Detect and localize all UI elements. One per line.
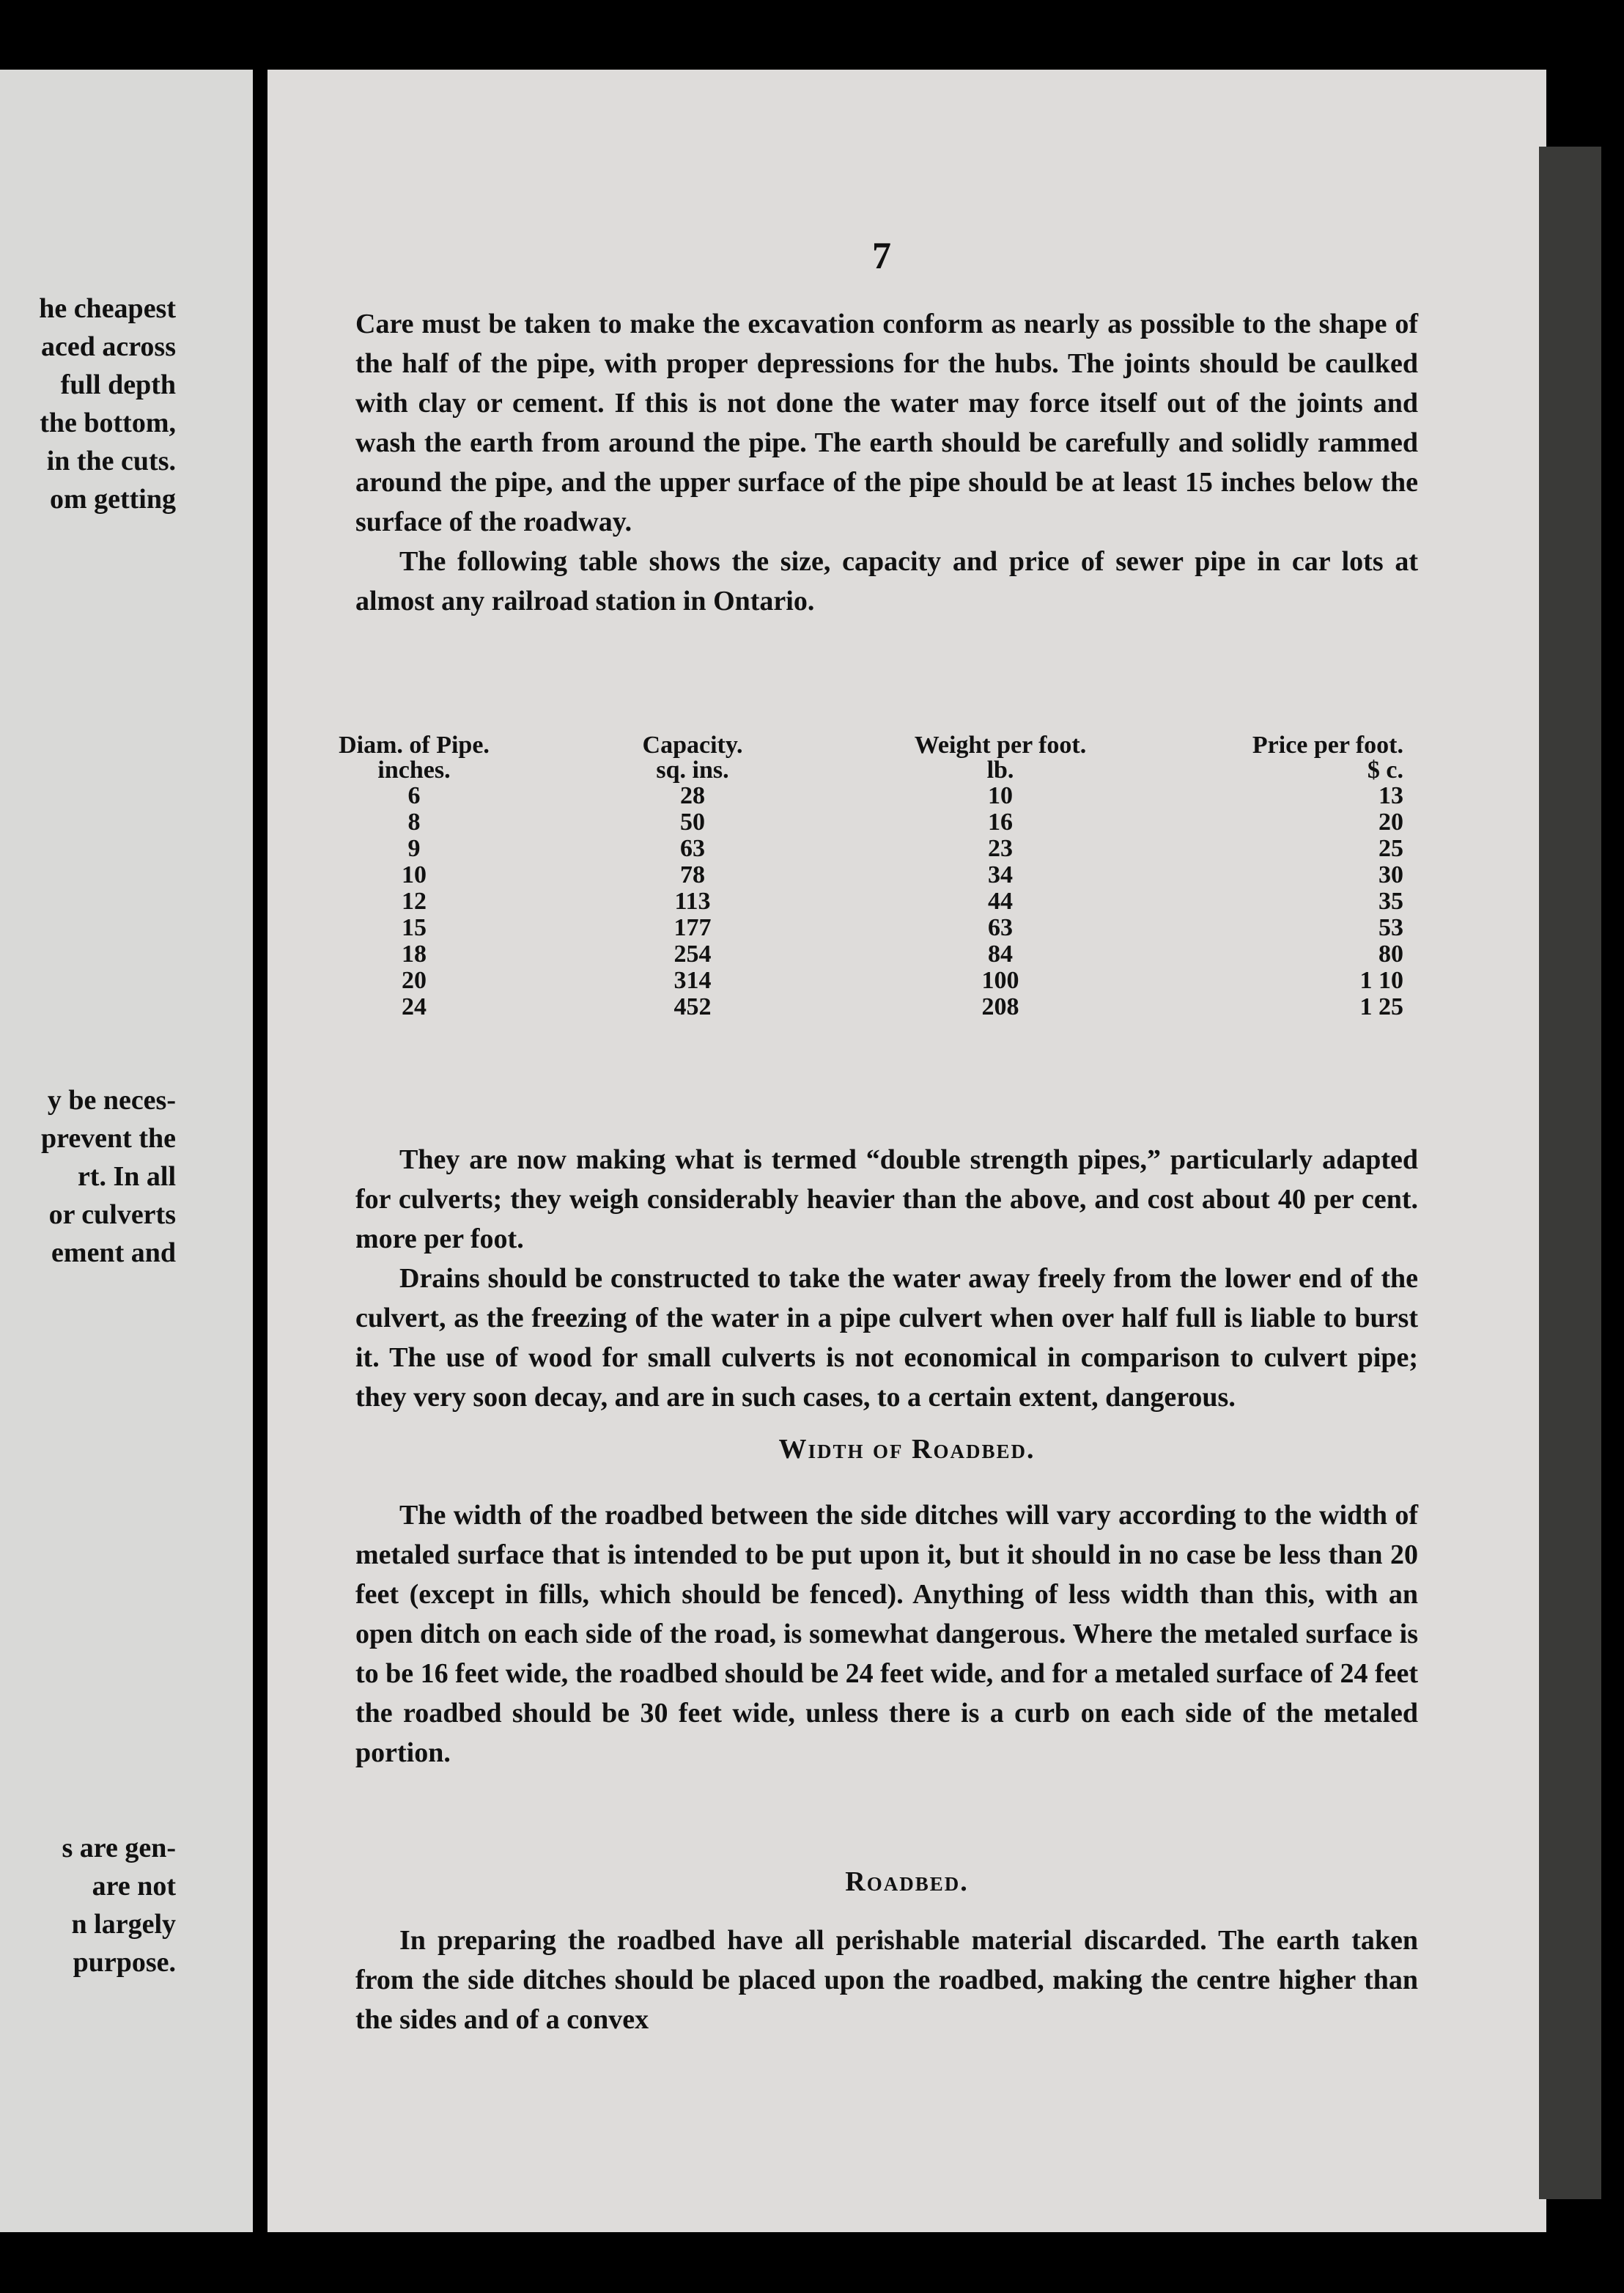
table-cell: 35: [1378, 888, 1403, 915]
paragraph-1: Care must be taken to make the excavation conform as nearly as possible to the shape of the half of the pipe, with proper depressions for the hubs. The joints should be caulked with clay or cement. If this is not done the water may force itself out of the joints and wash the earth from around the pipe. The earth should be carefully and solidly rammed around the pipe, and the upper surface of the pipe should be at least 15 inches below the surface of the roadway. The following table shows the size, capacity and price of sewer pipe in car lots at almost any railroad station in Ontario.: [355, 304, 1418, 621]
header-capacity-unit: sq. ins.: [656, 757, 729, 784]
left-page-fragment: in the cuts.: [46, 446, 176, 476]
left-page-fragment: n largely: [71, 1909, 176, 1940]
table-cell: 9: [407, 835, 421, 862]
right-page: [267, 70, 1546, 2232]
paragraph-6: In preparing the roadbed have all perishable material discarded. The earth taken from the side ditches should be placed upon the roadbed, making the centre higher than the sides and of a convex: [355, 1925, 1418, 2035]
left-page: [0, 70, 253, 2232]
left-page-fragment: y be neces-: [47, 1085, 176, 1116]
header-weight-unit: lb.: [986, 757, 1014, 784]
left-page-fragment: prevent the: [41, 1123, 176, 1154]
header-diam: Diam. of Pipe.: [339, 732, 490, 759]
table-cell: 100: [981, 967, 1019, 994]
table-cell: 8: [407, 809, 421, 836]
left-page-fragment: ement and: [51, 1237, 176, 1268]
col-capacity: [619, 733, 766, 1020]
left-page-fragment: full depth: [60, 369, 176, 400]
table-cell: 23: [988, 835, 1013, 862]
table-cell: 25: [1378, 835, 1403, 862]
heading-roadbed: Roadbed.: [845, 1866, 969, 1897]
left-page-fragment: s are gen-: [62, 1833, 176, 1863]
left-page-fragment: aced across: [41, 331, 176, 362]
table-cell: 12: [402, 888, 427, 915]
header-price-unit: $ c.: [1367, 757, 1403, 784]
left-page-fragment: are not: [92, 1871, 176, 1902]
left-page-fragment: the bottom,: [40, 408, 176, 438]
table-cell: 80: [1378, 941, 1403, 968]
table-cell: 84: [988, 941, 1013, 968]
table-cell: 28: [680, 782, 705, 809]
header-diam-unit: inches.: [377, 757, 451, 784]
table-cell: 24: [402, 993, 427, 1020]
table-cell: 1 25: [1359, 993, 1403, 1020]
left-page-fragment: purpose.: [73, 1947, 176, 1978]
table-cell: 53: [1378, 914, 1403, 941]
table-cell: 6: [407, 782, 421, 809]
table-cell: 78: [680, 861, 705, 888]
table-cell: 314: [673, 967, 712, 994]
table-cell: 10: [402, 861, 427, 888]
col-price: [1213, 733, 1403, 1020]
header-weight: Weight per foot.: [914, 732, 1087, 759]
header-price: Price per foot.: [1252, 732, 1403, 759]
paragraph-5: The width of the roadbed between the side ditches will vary according to the width of metaled surface that is intended to be put upon it, but it should in no case be less than 20 feet (except in fills, which should be fenced). Anything of less width than this, with an open ditch on each side of the road, is somewhat dangerous. Where the metaled surface is to be 16 feet wide, the roadbed should be 24 feet wide, and for a metaled surface of 24 feet the roadbed should be 30 feet wide, unless there is a curb on each side of the metaled portion.: [355, 1500, 1418, 1768]
table-cell: 16: [988, 809, 1013, 836]
book-gutter: [253, 0, 267, 2293]
table-cell: 10: [988, 782, 1013, 809]
table-cell: 177: [673, 914, 712, 941]
paragraph-4: Drains should be constructed to take the water away freely from the lower end of the culvert, as the freezing of the water in a pipe culvert when over half full is liable to burst it. The use of wood for small culverts is not economical in comparison to culvert pipe; they very soon decay, and are in such cases, to a certain extent, dangerous.: [355, 1263, 1418, 1413]
page-edge: [1539, 147, 1601, 2199]
paragraph-2: The following table shows the size, capacity and price of sewer pipe in car lots at almost any railroad station in Ontario.: [355, 546, 1418, 617]
table-cell: 18: [402, 941, 427, 968]
left-page-fragment: rt. In all: [77, 1161, 176, 1192]
table-cell: 34: [988, 861, 1013, 888]
left-page-fragment: he cheapest: [39, 293, 176, 324]
table-cell: 254: [673, 941, 712, 968]
col-diam: [326, 733, 502, 1020]
table-cell: 452: [673, 993, 712, 1020]
left-page-fragment: or culverts: [48, 1199, 176, 1230]
table-cell: 20: [1378, 809, 1403, 836]
heading-width-of-roadbed: Width of Roadbed.: [778, 1434, 1036, 1465]
col-weight: [883, 733, 1118, 1020]
table-cell: 50: [680, 809, 705, 836]
left-page-fragment: om getting: [49, 484, 176, 515]
table-cell: 13: [1378, 782, 1403, 809]
table-cell: 113: [674, 888, 711, 915]
table-cell: 208: [981, 993, 1019, 1020]
table-cell: 63: [680, 835, 705, 862]
table-cell: 44: [988, 888, 1013, 915]
table-cell: 1 10: [1359, 967, 1403, 994]
page-number: 7: [872, 235, 891, 277]
header-capacity: Capacity.: [642, 732, 743, 759]
table-cell: 20: [402, 967, 427, 994]
table-cell: 63: [988, 914, 1013, 941]
paragraph-3: They are now making what is termed “double strength pipes,” particularly adapted for culverts; they weigh considerably heavier than the above, and cost about 40 per cent. more per foot. Drains should be constructed to take the water away freely from the lower end of the culvert, as the freezing of the water in a pipe culvert when over half full is liable to burst it. The use of wood for small culverts is not economical in comparison to culvert pipe; they very soon decay, and are in such cases, to a certain extent, dangerous.: [355, 1140, 1418, 1417]
table-cell: 30: [1378, 861, 1403, 888]
table-cell: 15: [402, 914, 427, 941]
